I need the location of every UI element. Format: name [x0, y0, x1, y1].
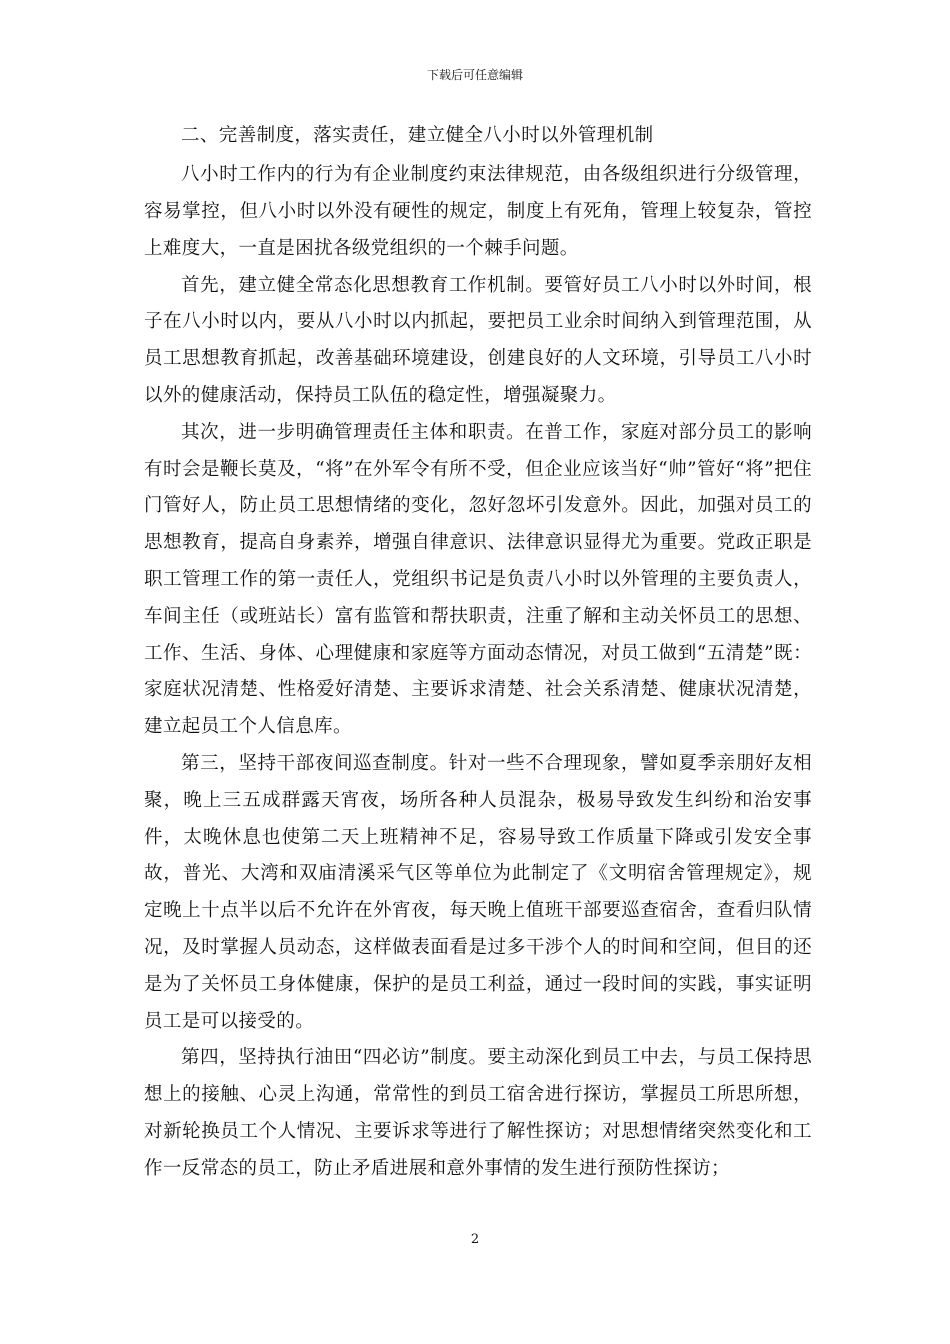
- paragraph-second: 其次，进一步明确管理责任主体和职责。在普工作，家庭对部分员工的影响有时会是鞭长莫及，“将”在外军令有所不受，但企业应该当好“帅”管好“将”把住门管好人，防止员工思想情绪的变化，忽好忽坏引发意外。因此，加强对员工的思想教育，提高自身素养，增强自律意识、法律意识显得尤为重要。党政正职是职工管理工作的第一责任人，党组织书记是负责八小时以外管理的主要负责人，车间主任（或班站长）富有监管和帮扶职责，注重了解和主动关怀员工的思想、工作、生活、身体、心理健康和家庭等方面动态情况，对员工做到“五清楚”既：家庭状况清楚、性格爱好清楚、主要诉求清楚、社会关系清楚、健康状况清楚，建立起员工个人信息库。: [144, 421, 812, 738]
- paragraph-third: 第三，坚持干部夜间巡查制度。针对一些不合理现象，譬如夏季亲朋好友相聚，晚上三五成群露天宵夜，场所各种人员混杂，极易导致发生纠纷和治安事件，太晚休息也使第二天上班精神不足，容易导致工作质量下降或引发安全事故，普光、大湾和双庙清溪采气区等单位为此制定了《文明宿舍管理规定》，规定晚上十点半以后不允许在外宵夜，每天晚上值班干部要巡查宿舍，查看归队情况，及时掌握人员动态，这样做表面看是过多干涉个人的时间和空间，但目的还是为了关怀员工身体健康，保护的是员工利益，通过一段时间的实践，事实证明员工是可以接受的。: [144, 753, 812, 1032]
- paragraph-first: 首先，建立健全常态化思想教育工作机制。要管好员工八小时以外时间，根子在八小时以内，要从八小时以内抓起，要把员工业余时间纳入到管理范围，从员工思想教育抓起，改善基础环境建设，创建良好的人文环境，引导员工八小时以外的健康活动，保持员工队伍的稳定性，增强凝聚力。: [144, 274, 812, 407]
- page-number: 2: [470, 1232, 480, 1247]
- page-header: 下载后可任意编辑: [426, 68, 523, 82]
- document-body: [144, 118, 812, 1188]
- paragraph-intro: 八小时工作内的行为有企业制度约束法律规范，由各级组织进行分级管理，容易掌控，但八小时以外没有硬性的规定，制度上有死角，管理上较复杂，管控上难度大，一直是困扰各级党组织的一个棘手问题。: [144, 164, 812, 259]
- section-title: 二、完善制度，落实责任，建立健全八小时以外管理机制: [181, 125, 654, 146]
- paragraph-fourth: 第四，坚持执行油田“四必访”制度。要主动深化到员工中去，与员工保持思想上的接触、心灵上沟通，常常性的到员工宿舍进行探访，掌握员工所思所想，对新轮换员工个人情况、主要诉求等进行了解性探访；对思想情绪突然变化和工作一反常态的员工，防止矛盾进展和意外事情的发生进行预防性探访；: [144, 1047, 812, 1179]
